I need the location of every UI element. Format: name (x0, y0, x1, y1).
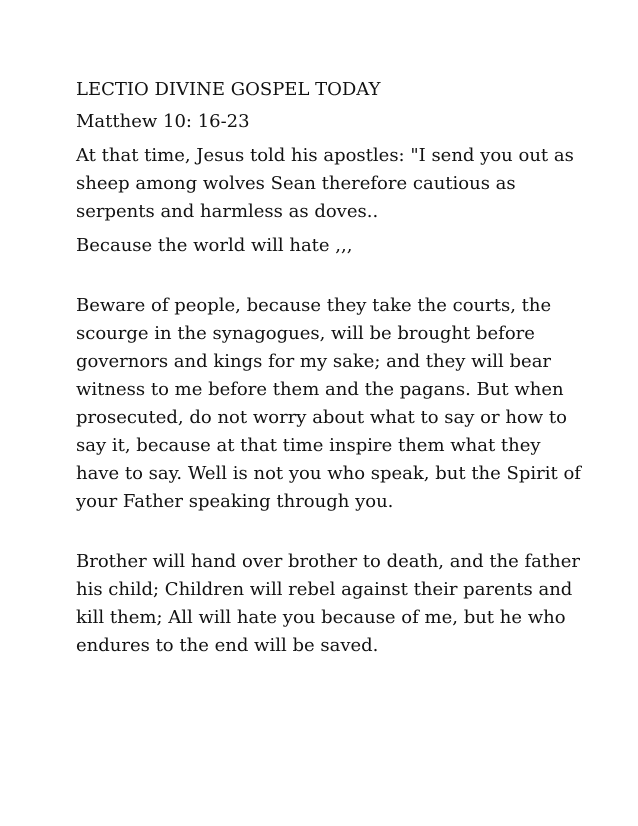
paragraph-1: At that time, Jesus told his apostles: "I send you out as sheep among wolves Sean therefore cautious as serpents and harmless as doves.. (76, 145, 580, 222)
paragraph-4: Brother will hand over brother to death, and the father his child; Children will rebel against their parents and kill them; All will hate you because of me, but he who endures to the end will be saved. (76, 551, 586, 656)
scripture-reference: Matthew 10: 16-23 (76, 111, 250, 132)
paragraph-3: Beware of people, because they take the courts, the scourge in the synagogues, will be brought before governors and kings for my sake; and they will bear witness to me before them and the pagans. But when prosecuted, do not worry about what to say or how to say it, because at that time inspire them what they have to say. Well is not you who speak, but the Spirit of your Father speaking through you. (76, 295, 587, 512)
document-title: LECTIO DIVINE GOSPEL TODAY (76, 79, 381, 100)
paragraph-2: Because the world will hate ,,, (76, 235, 353, 256)
